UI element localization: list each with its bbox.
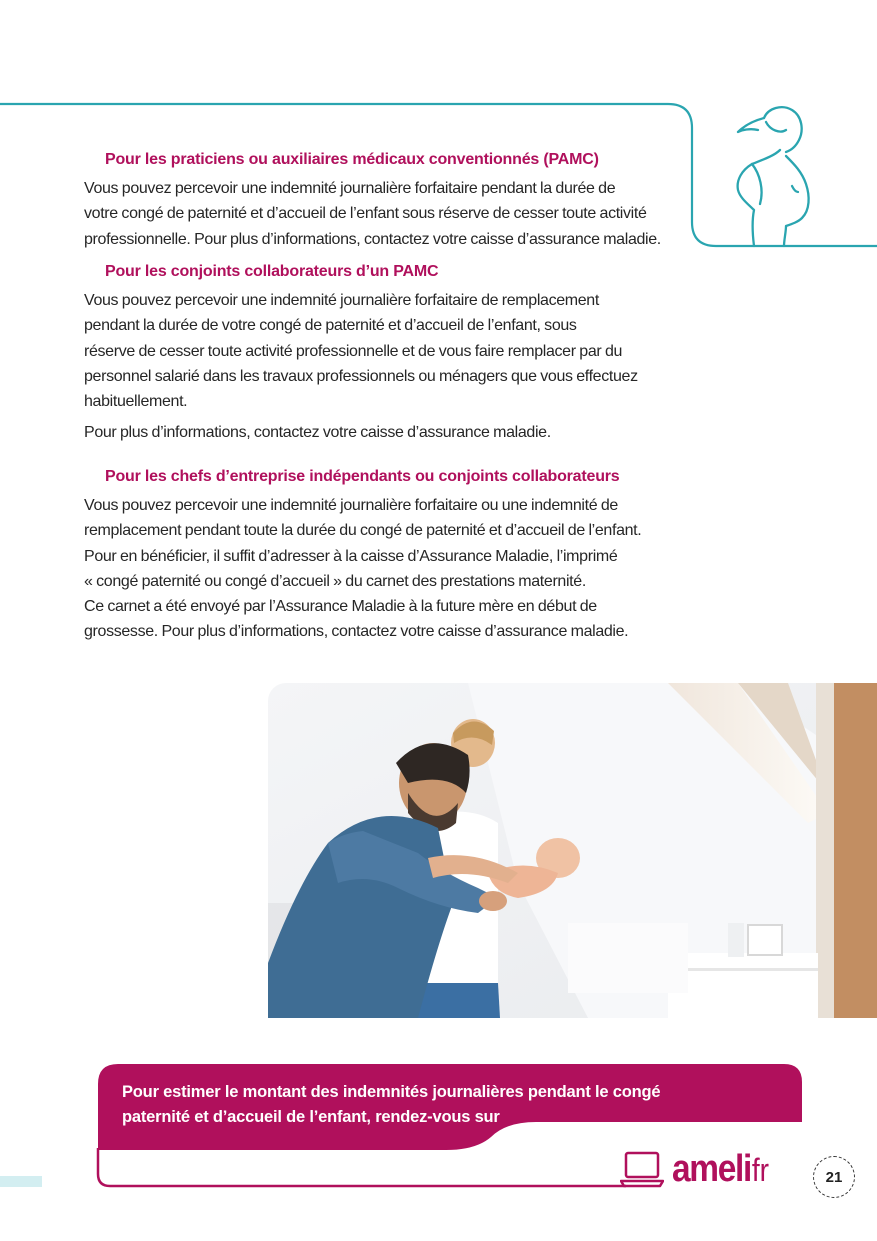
banner-text: Pour estimer le montant des indemnités journalières pendant le congé paternité et d’accueil de l’enfant, rendez-vous sur (122, 1083, 661, 1126)
section-paragraph: Pour plus d’informations, contactez votre caisse d’assurance maladie. (84, 424, 551, 442)
section-heading: Pour les chefs d’entreprise indépendants ou conjoints collaborateurs (105, 468, 620, 485)
section-paragraph: Vous pouvez percevoir une indemnité journalière forfaitaire de remplacement pendant la durée de votre congé de paternité et d’accueil de l’enfant, sous réserve de cesser toute activité professionnelle et de vous faire remplacer par du personnel salarié dans les travaux professionnels ou ménagers que vous effectuez habituellement. (84, 292, 638, 411)
section-conjoints-pamc (84, 261, 684, 446)
page-number: 21 (813, 1156, 855, 1198)
section-paragraph: Vous pouvez percevoir une indemnité journalière forfaitaire ou une indemnité de remplacement pendant toute la durée du congé de paternité et d’accueil de l’enfant. Pour en bénéficier, il suffit d’adresser à la caisse d’Assurance Maladie, l’imprimé « congé paternité ou congé d’accueil » du carnet des prestations maternité. Ce carnet a été envoyé par l’Assurance Maladie à la future mère en début de grossesse. Pour plus d’informations, contactez votre caisse d’assurance maladie. (84, 497, 642, 641)
ameli-tld: .fr (743, 1152, 769, 1188)
pregnant-woman-icon (722, 100, 822, 250)
section-chefs-entreprise (84, 466, 684, 645)
section-pamc (84, 149, 684, 252)
section-heading: Pour les conjoints collaborateurs d’un PAMC (105, 263, 439, 280)
ameli-logo[interactable] (620, 1145, 772, 1189)
family-photo (268, 683, 877, 1018)
laptop-icon (620, 1149, 664, 1189)
ameli-wordmark: ameli (672, 1148, 751, 1190)
section-heading: Pour les praticiens ou auxiliaires médicaux conventionnés (PAMC) (105, 151, 599, 168)
footer-strip (0, 1176, 42, 1187)
section-paragraph: Vous pouvez percevoir une indemnité journalière forfaitaire pendant la durée de votre congé de paternité et d’accueil de l’enfant sous réserve de cesser toute activité professionnelle. Pour plus d’informations, contactez votre caisse d’assurance maladie. (84, 180, 661, 248)
